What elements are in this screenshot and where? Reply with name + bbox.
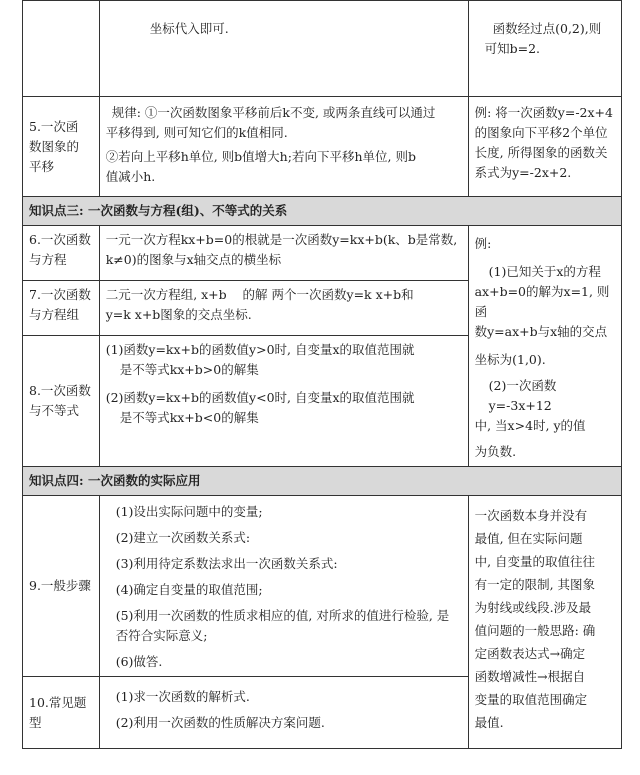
- note-line: 最值.: [474, 715, 504, 730]
- content-line: y=k x+b图象的交点坐标.: [105, 306, 252, 322]
- content-line: 坐标代入即可.: [149, 21, 229, 36]
- step-line: (4)确定自变量的取值范围;: [115, 582, 263, 597]
- label-line: 7.一次函数: [29, 286, 91, 302]
- note-line: 最值, 但在实际问题: [474, 531, 583, 546]
- example-line: ax+b=0的解为x=1, 则函: [474, 284, 610, 319]
- row-label: [23, 677, 100, 749]
- row-content: [99, 226, 468, 281]
- label-line: 型: [29, 714, 42, 730]
- section-header: [23, 197, 622, 226]
- row-example: [468, 97, 621, 197]
- row-note: [468, 496, 621, 749]
- row-content: [99, 335, 468, 466]
- row-label: [23, 1, 100, 97]
- row-label: [23, 226, 100, 281]
- row-label: [23, 496, 100, 677]
- step-line: 否符合实际意义;: [115, 628, 208, 643]
- step-line: (3)利用待定系数法求出一次函数关系式:: [115, 556, 338, 571]
- example-line: 系式为y=-2x+2.: [474, 165, 572, 180]
- content-line: k≠0)的图象与x轴交点的横坐标: [105, 252, 282, 267]
- row-example: [468, 1, 621, 97]
- content-line: 二元一次方程组, x+b 的解 两个一次函数y=k x+b和: [105, 286, 414, 302]
- label-line: 与方程: [29, 252, 67, 267]
- content-line: (1)函数y=kx+b的函数值y>0时, 自变量x的取值范围就: [105, 341, 415, 357]
- content-line: 值减小h.: [105, 169, 156, 184]
- step-line: (1)求一次函数的解析式.: [115, 689, 250, 704]
- label-line: 6.一次函数: [29, 232, 91, 247]
- label-line: 与不等式: [29, 402, 80, 418]
- example-line: 中, 当x>4时, y的值: [474, 418, 586, 433]
- step-line: (2)建立一次函数关系式:: [115, 530, 251, 545]
- example-line: 数y=ax+b与x轴的交点: [474, 324, 608, 339]
- row-label: [23, 280, 100, 335]
- note-line: 值问题的一般思路: 确: [474, 623, 596, 638]
- example-line: 可知b=2.: [484, 41, 541, 56]
- note-line: 为射线或线段.涉及最: [474, 600, 592, 615]
- row-content: [99, 1, 468, 97]
- note-line: 定函数表达式→确定: [474, 646, 586, 661]
- step-line: (5)利用一次函数的性质求相应的值, 对所求的值进行检验, 是: [115, 608, 450, 623]
- step-line: (1)设出实际问题中的变量;: [115, 504, 263, 519]
- example-line: 坐标为(1,0).: [474, 352, 546, 367]
- content-line: 是不等式kx+b>0的解集: [119, 361, 259, 377]
- table-row: [23, 1, 622, 97]
- step-line: (6)做答.: [115, 654, 163, 669]
- row-label: [23, 335, 100, 466]
- label-line: 8.一次函数: [29, 382, 91, 398]
- label-line: 数图象的: [29, 138, 80, 154]
- row-content: [99, 280, 468, 335]
- label-line: 10.常见题: [29, 694, 87, 710]
- example-line: (1)已知关于x的方程: [488, 264, 601, 279]
- content-line: ②若向上平移h单位, 则b值增大h;若向下平移h单位, 则b: [105, 149, 416, 164]
- row-content: [99, 677, 468, 749]
- table-row: [23, 496, 622, 677]
- content-line: (2)函数y=kx+b的函数值y<0时, 自变量x的取值范围就: [105, 389, 415, 405]
- example-line: 函数经过点(0,2),则: [492, 21, 602, 36]
- label-line: 5.一次函: [29, 118, 79, 134]
- example-line: 为负数.: [474, 444, 517, 459]
- example-line: 例: 将一次函数y=-2x+4: [474, 105, 613, 120]
- example-line: (2)一次函数y=-3x+12: [488, 378, 557, 413]
- row-label: [23, 97, 100, 197]
- section-title: 知识点四: 一次函数的实际应用: [23, 467, 622, 496]
- note-line: 中, 自变量的取值往往: [474, 554, 596, 569]
- section-title: 知识点三: 一次函数与方程(组)、不等式的关系: [23, 197, 622, 226]
- label-line: 平移: [29, 158, 55, 174]
- content-line: 平移得到, 则可知它们的k值相同.: [105, 125, 288, 140]
- row-example: [468, 226, 621, 467]
- table-row: [23, 97, 622, 197]
- note-line: 有一定的限制, 其图象: [474, 577, 596, 592]
- label-line: 9.一般步骤: [29, 578, 91, 593]
- example-line: 的图象向下平移2个单位: [474, 125, 608, 140]
- example-line: 长度, 所得图象的函数关: [474, 145, 608, 160]
- label-line: 与方程组: [29, 306, 80, 322]
- note-line: 函数增减性→根据自: [474, 669, 586, 684]
- row-content: [99, 97, 468, 197]
- step-line: (2)利用一次函数的性质解决方案问题.: [115, 715, 325, 730]
- knowledge-table: [22, 0, 622, 749]
- row-content: [99, 496, 468, 677]
- note-line: 变量的取值范围确定: [474, 692, 588, 707]
- content-line: 规律: ①一次函数图象平移前后k不变, 或两条直线可以通过: [111, 105, 436, 120]
- content-line: 是不等式kx+b<0的解集: [119, 409, 259, 425]
- table-row: [23, 226, 622, 281]
- content-line: 一元一次方程kx+b=0的根就是一次函数y=kx+b(k、b是常数,: [105, 232, 458, 247]
- section-header: [23, 467, 622, 496]
- note-line: 一次函数本身并没有: [474, 508, 588, 523]
- example-line: 例:: [474, 236, 492, 251]
